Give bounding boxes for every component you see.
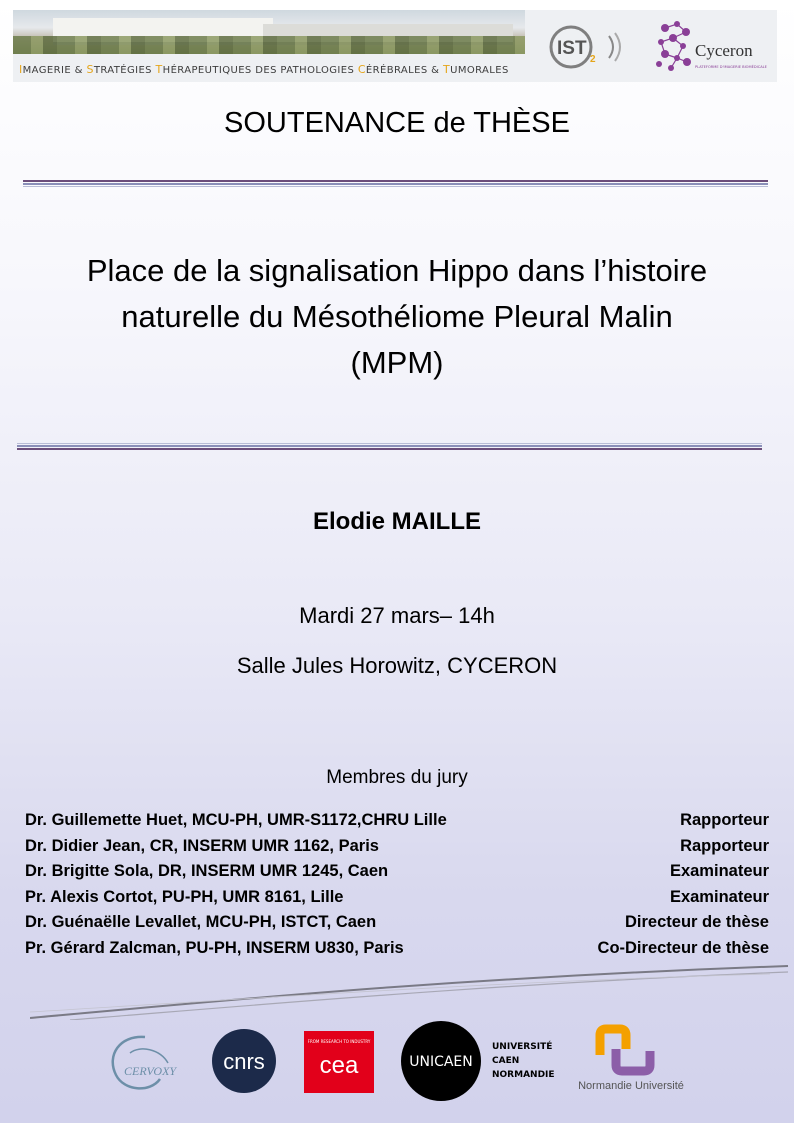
jury-member bbox=[25, 811, 769, 837]
header-banner bbox=[13, 10, 777, 82]
cervoxy-text: CERVOXY bbox=[124, 1064, 177, 1078]
jury-member-name: Pr. Alexis Cortot, PU-PH, UMR 8161, Lille bbox=[25, 887, 344, 906]
jury-list bbox=[25, 811, 769, 965]
normandie-universite-logo bbox=[578, 1029, 684, 1092]
caption-word: CÉRÉBRALES bbox=[357, 63, 428, 76]
ist-sub: 2 bbox=[590, 54, 596, 65]
cyceron-logo bbox=[653, 18, 775, 78]
lab-caption bbox=[19, 63, 509, 76]
caption-word: TUMORALES bbox=[442, 63, 509, 76]
unicaen-line: NORMANDIE bbox=[492, 1070, 555, 1080]
jury-member-role: Rapporteur bbox=[680, 836, 769, 855]
unicaen-logo bbox=[401, 1021, 555, 1101]
cea-text: cea bbox=[319, 1052, 359, 1079]
unicaen-line: UNIVERSITÉ bbox=[492, 1042, 553, 1052]
jury-member-role: Examinateur bbox=[669, 887, 769, 906]
jury-member-name: Pr. Gérard Zalcman, PU-PH, INSERM U830, Paris bbox=[25, 938, 404, 957]
thesis-title-line: naturelle du Mésothéliome Pleural Malin bbox=[121, 299, 673, 334]
jury-member bbox=[25, 888, 769, 914]
jury-member-role: Co-Directeur de thèse bbox=[597, 938, 769, 957]
caption-word: THÉRAPEUTIQUES bbox=[155, 63, 252, 76]
cnrs-text: cnrs bbox=[223, 1049, 265, 1074]
jury-member-role: Examinateur bbox=[669, 862, 769, 881]
cyceron-name: Cyceron bbox=[695, 41, 753, 60]
main-title: SOUTENANCE de THÈSE bbox=[224, 107, 570, 139]
jury-member bbox=[25, 862, 769, 888]
jury-member-name: Dr. Guillemette Huet, MCU-PH, UMR-S1172,CHRU Lille bbox=[25, 811, 447, 829]
divider-top bbox=[23, 180, 768, 187]
caption-word: IMAGERIE bbox=[19, 63, 72, 76]
normandie-text: Normandie Université bbox=[578, 1080, 684, 1092]
jury-member bbox=[25, 837, 769, 863]
jury-member bbox=[25, 913, 769, 939]
caption-word: DES PATHOLOGIES bbox=[255, 65, 355, 76]
author-name: Elodie MAILLE bbox=[313, 508, 481, 535]
jury-heading: Membres du jury bbox=[326, 767, 468, 788]
building-photo bbox=[13, 10, 525, 54]
unicaen-text: UNICAEN bbox=[409, 1054, 473, 1070]
jury-member-name: Dr. Didier Jean, CR, INSERM UMR 1162, Paris bbox=[25, 836, 379, 855]
ist2-logo bbox=[547, 24, 637, 70]
defense-venue: Salle Jules Horowitz, CYCERON bbox=[236, 653, 558, 678]
cea-logo bbox=[304, 1031, 374, 1093]
partner-logos bbox=[0, 1015, 794, 1115]
thesis-title-line: Place de la signalisation Hippo dans l’histoire bbox=[86, 253, 708, 288]
ist-text: IST bbox=[557, 38, 587, 59]
caption-word: STRATÉGIES bbox=[86, 63, 152, 76]
cyceron-molecule-icon bbox=[656, 21, 691, 71]
cervoxy-logo bbox=[113, 1037, 178, 1089]
caption-word: & bbox=[431, 65, 440, 76]
thesis-title-line: (MPM) bbox=[350, 345, 444, 380]
decorative-swoosh bbox=[30, 960, 790, 1020]
jury-member-name: Dr. Guénaëlle Levallet, MCU-PH, ISTCT, Caen bbox=[25, 913, 377, 932]
jury-member-name: Dr. Brigitte Sola, DR, INSERM UMR 1245, Caen bbox=[25, 862, 389, 881]
jury-member-role: Rapporteur bbox=[680, 811, 769, 829]
unicaen-line: CAEN bbox=[492, 1056, 520, 1066]
cnrs-logo bbox=[212, 1029, 276, 1093]
divider-bottom bbox=[17, 443, 762, 450]
caption-word: & bbox=[74, 65, 83, 76]
defense-date: Mardi 27 mars– 14h bbox=[299, 603, 495, 628]
jury-member-role: Directeur de thèse bbox=[625, 913, 769, 932]
thesis-title bbox=[30, 248, 764, 386]
cyceron-tagline: PLATEFORME D'IMAGERIE BIOMÉDICALE bbox=[695, 65, 767, 69]
cea-tag: FROM RESEARCH TO INDUSTRY bbox=[307, 1039, 371, 1044]
